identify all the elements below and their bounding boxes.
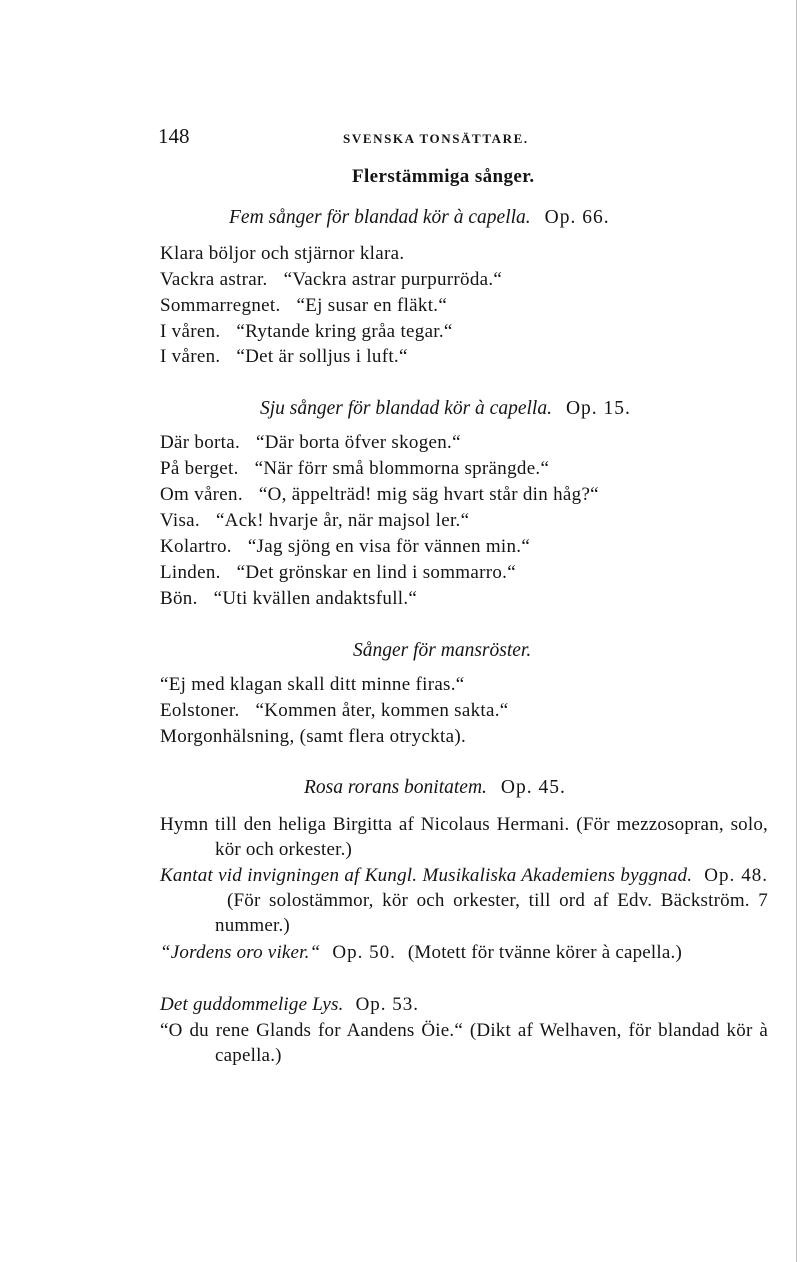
song-name: Kolartro. [160, 536, 232, 557]
work-title-text: Fem sånger för blandad kör à capella. [229, 207, 531, 228]
work-title-text: Sånger för mansröster. [353, 640, 532, 661]
song-quote: “Där borta öfver skogen.“ [256, 432, 461, 453]
entry-text: (För solostämmor, kör och orkester, till ord af Edv. Bäckström. 7 nummer.) [215, 890, 768, 936]
song-line [160, 700, 509, 722]
song-line [160, 510, 469, 532]
song-quote: “Det är solljus i luft.“ [236, 346, 408, 367]
song-quote: “Ej susar en fläkt.“ [296, 295, 448, 316]
song-name: På berget. [160, 458, 239, 479]
song-name: Linden. [160, 562, 221, 583]
song-line [160, 346, 408, 368]
song-quote: “O, äppelträd! mig säg hvart står din håg?“ [258, 484, 599, 505]
entry-title: “Jordens oro viker.“ [160, 942, 321, 963]
song-name: Klara böljor och stjärnor klara. [160, 243, 405, 264]
work-title-text: Rosa rorans bonitatem. [304, 777, 487, 798]
entry-text: (Motett för tvänne körer à capella.) [407, 942, 683, 963]
song-quote: “Rytande kring gråa tegar.“ [236, 321, 453, 342]
song-quote: “Jag sjöng en visa för vännen min.“ [247, 536, 531, 557]
song-name: I våren. [160, 346, 221, 367]
song-quote: “Ack! hvarje år, när majsol ler.“ [215, 510, 470, 531]
song-line [160, 269, 502, 291]
song-name: Morgonhälsning, (samt flera otryckta). [160, 726, 467, 747]
song-name: “Ej med klagan skall ditt minne firas.“ [160, 674, 465, 695]
song-line [160, 243, 420, 265]
song-line [160, 674, 481, 696]
song-quote: “Uti kvällen andaktsfull.“ [213, 588, 418, 609]
song-name: Sommarregnet. [160, 295, 281, 316]
song-line [160, 484, 599, 506]
song-line [160, 726, 482, 748]
song-quote: “Kommen åter, kommen sakta.“ [255, 700, 509, 721]
page-edge [796, 0, 797, 1262]
catalog-entry [160, 812, 768, 862]
song-name: Vackra astrar. [160, 269, 268, 290]
song-name: Visa. [160, 510, 200, 531]
song-line [160, 588, 417, 610]
song-line [160, 321, 453, 343]
song-name: Bön. [160, 588, 198, 609]
running-title: SVENSKA TONSÄTTARE. [343, 131, 529, 146]
song-line [160, 562, 516, 584]
song-quote: “Vackra astrar purpurröda.“ [283, 269, 503, 290]
song-name: Där borta. [160, 432, 241, 453]
opus-number: Op. 48. [704, 865, 768, 886]
work-title [260, 398, 631, 420]
work-title [353, 640, 531, 662]
song-quote: “Det grönskar en lind i sommarro.“ [236, 562, 516, 583]
catalog-entry [160, 940, 768, 965]
opus-number: Op. 45. [500, 777, 566, 798]
entry-text: Hymn till den heliga Birgitta af Nicolaus Hermani. (För mezzosopran, solo, kör och orkester.) [160, 814, 768, 860]
section-heading: Flerstämmiga sånger. [352, 166, 535, 187]
catalog-entry [160, 992, 768, 1017]
song-line [160, 295, 447, 317]
song-line [160, 432, 461, 454]
song-line [160, 458, 549, 480]
song-quote: “När förr små blommorna sprängde.“ [254, 458, 550, 479]
opus-number: Op. 66. [544, 207, 610, 228]
song-line [160, 536, 530, 558]
page-number: 148 [158, 124, 190, 148]
catalog-entry [160, 863, 768, 938]
song-name: Om våren. [160, 484, 243, 505]
song-name: I våren. [160, 321, 221, 342]
entry-title: Kantat vid invigningen af Kungl. Musikaliska Akademiens byggnad. [160, 865, 693, 886]
entry-text: “O du rene Glands for Aandens Öie.“ (Dikt af Welhaven, för blandad kör à capella.) [160, 1020, 768, 1066]
work-title-text: Sju sånger för blandad kör à capella. [260, 398, 552, 419]
entry-title: Det guddommelige Lys. [160, 994, 344, 1015]
work-title [229, 207, 610, 229]
opus-number: Op. 50. [332, 942, 396, 963]
work-title [304, 777, 566, 799]
song-name: Eolstoner. [160, 700, 240, 721]
opus-number: Op. 15. [565, 398, 631, 419]
opus-number: Op. 53. [355, 994, 420, 1015]
catalog-entry [160, 1018, 768, 1068]
